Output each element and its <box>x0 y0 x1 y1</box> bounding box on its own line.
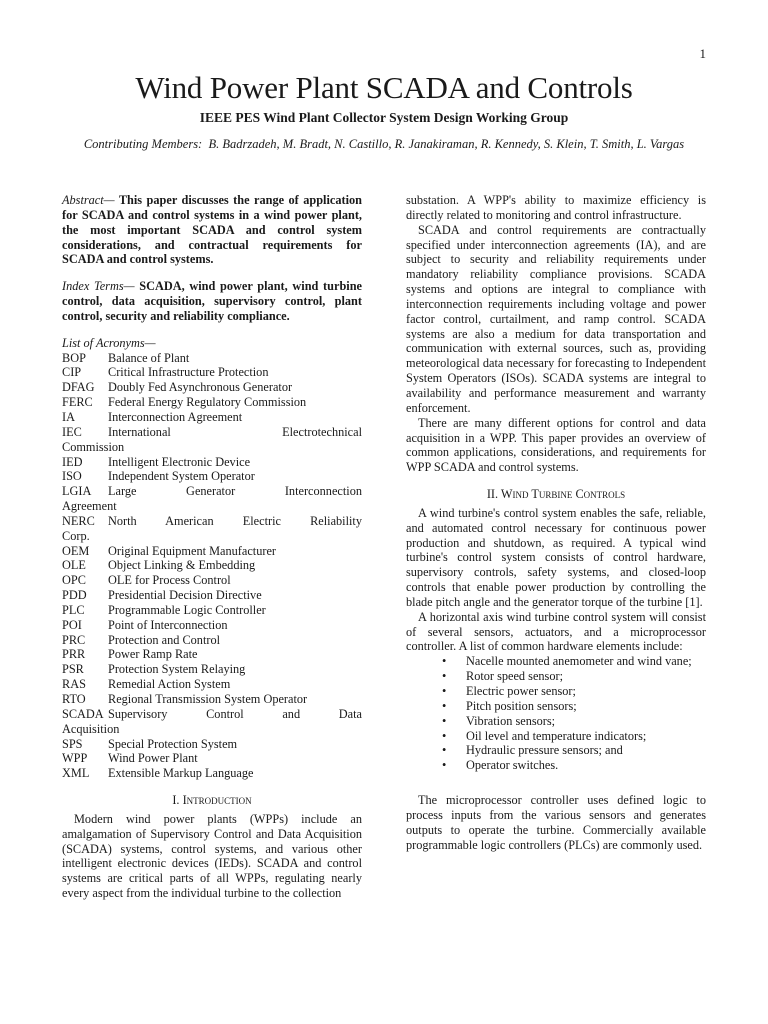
acronym-definition: North American Electric Reliability <box>108 513 362 528</box>
acronym-definition: Presidential Decision Directive <box>108 588 262 603</box>
acronym-row <box>62 544 362 559</box>
acronym-code: OPC <box>62 573 86 588</box>
acronym-row <box>62 410 362 425</box>
acronym-row <box>62 380 362 395</box>
acronym-row <box>62 425 362 440</box>
acronym-definition: Independent System Operator <box>108 469 255 484</box>
acronym-definition: Federal Energy Regulatory Commission <box>108 395 307 410</box>
working-group: IEEE PES Wind Plant Collector System Design Working Group <box>199 110 569 125</box>
acronym-code: PSR <box>62 662 84 677</box>
acronym-definition: Programmable Logic Controller <box>108 602 266 617</box>
acronym-definition: Regional Transmission System Operator <box>108 692 308 706</box>
hardware-list-item: • Vibration sensors; <box>442 714 706 729</box>
acronym-definition-continued: Acquisition <box>62 721 120 736</box>
acronym-row <box>62 692 362 707</box>
acronym-definition: Supervisory Control and Data <box>108 706 362 721</box>
index-terms-text: SCADA, wind power plant, wind turbine control, data acquisition, supervisory control, plant control, security and reliability compliance. <box>62 279 363 323</box>
acronym-definition: Extensible Markup Language <box>108 766 254 781</box>
acronym-definition: Interconnection Agreement <box>108 409 243 424</box>
page-number: 1 <box>699 46 706 61</box>
acronym-code: LGIA <box>62 484 92 499</box>
wtc-paragraph-3: The microprocessor controller uses defined logic to process inputs from the various sensors and generates outputs to operate the turbine. Commercially available programmable logic controllers (PLCs) are commonly used. <box>406 793 706 852</box>
acronym-definition: Intelligent Electronic Device <box>108 454 251 469</box>
paper-title: Wind Power Plant SCADA and Controls <box>135 70 633 105</box>
acronym-row <box>62 573 362 588</box>
acronym-row <box>62 633 362 648</box>
hardware-list-item: • Hydraulic pressure sensors; and <box>442 743 706 758</box>
acronym-row <box>62 351 362 366</box>
acronym-code: XML <box>62 766 90 781</box>
acronym-code: PLC <box>62 602 85 617</box>
acronym-row <box>62 469 362 484</box>
acronym-row <box>62 558 362 573</box>
acronym-code: WPP <box>62 751 88 766</box>
acronym-list <box>62 351 362 781</box>
acronym-definition: Large Generator Interconnection <box>108 484 362 499</box>
acronym-definition: Critical Infrastructure Protection <box>108 365 269 380</box>
members-label: Contributing Members: <box>83 137 203 151</box>
acronym-row <box>62 514 362 529</box>
wind-turbine-controls-heading: II. Wind Turbine Controls <box>486 487 626 502</box>
abstract <box>62 193 362 267</box>
left-column <box>62 193 362 901</box>
acronym-row <box>62 737 362 752</box>
acronym-code: RAS <box>62 677 86 692</box>
acronym-definition: Protection System Relaying <box>108 662 246 677</box>
acronym-code: PDD <box>62 588 87 603</box>
acronym-row <box>62 618 362 633</box>
hardware-list-item: • Electric power sensor; <box>442 684 706 699</box>
acronym-definition: Point of Interconnection <box>108 617 228 632</box>
acronym-row <box>62 455 362 470</box>
acronym-row <box>62 484 362 499</box>
acronym-definition-continued: Corp. <box>62 528 90 543</box>
members-list: B. Badrzadeh, M. Bradt, N. Castillo, R. Janakiraman, R. Kennedy, S. Klein, T. Smith, L. Vargas <box>208 137 685 151</box>
acronym-row <box>62 677 362 692</box>
acronym-row <box>62 365 362 380</box>
hardware-element-list <box>406 654 706 773</box>
acronym-definition: Power Ramp Rate <box>108 647 198 662</box>
hardware-list-item: • Operator switches. <box>442 758 706 773</box>
acronym-definition: Remedial Action System <box>108 677 231 692</box>
index-terms <box>62 279 362 324</box>
acronym-definition: International Electrotechnical <box>108 424 362 439</box>
acronym-code: OEM <box>62 543 90 558</box>
acronym-code: PRR <box>62 647 86 662</box>
acronym-definition: Doubly Fed Asynchronous Generator <box>108 380 293 395</box>
acronym-definition-continued: Commission <box>62 439 125 454</box>
acronym-code: IED <box>62 454 83 469</box>
hardware-list-item: • Rotor speed sensor; <box>442 669 706 684</box>
acronym-row <box>62 395 362 410</box>
intro-paragraph-2: SCADA and control requirements are contractually specified under interconnection agreements (IA), and are subject to security and reliability requirements under mandatory reliability compliance provisions. SCADA systems and options are integral to compliance with interconnection requirements including voltage and power factor control, curtailment, and ramp control. SCADA systems are also a medium for data transportation and communication with external sources, such as, providing meteorological data necessary for forecasting to Independent System Operators (ISOs). SCADA systems are integral to availability and performance measurement and warranty enforcement. <box>406 222 706 415</box>
right-column <box>406 193 706 852</box>
intro-paragraph-3: There are many different options for control and data acquisition in a WPP. This paper provides an overview of common applications, considerations, and requirements for WPP SCADA and control systems. <box>406 415 706 475</box>
acronym-definition: Balance of Plant <box>108 350 190 365</box>
acronym-code: DFAG <box>62 380 95 395</box>
acronym-definition: Special Protection System <box>108 736 238 751</box>
acronym-definition-continued: Agreement <box>62 499 117 514</box>
intro-paragraph-1-continued: substation. A WPP's ability to maximize efficiency is directly related to monitoring and control infrastructure. <box>406 193 706 222</box>
intro-paragraph-1: Modern wind power plants (WPPs) include an amalgamation of Supervisory Control and Data Acquisition (SCADA) systems, control systems, and various other intelligent electronic devices (IEDs). SCADA and control systems are critical parts of all WPPs, regulating nearly every aspect from the individual turbine to the collection <box>62 811 362 901</box>
acronym-code: PRC <box>62 632 86 647</box>
acronym-code: SPS <box>62 736 83 751</box>
acronym-code: SCADA <box>62 706 104 721</box>
acronym-code: OLE <box>62 558 86 573</box>
acronym-code: FERC <box>62 395 93 410</box>
wtc-paragraph-1: A wind turbine's control system enables the safe, reliable, and automated control necessary for continuous power production and shutdown, as required. A typical wind turbine's control system consists of control hardware, supervisory controls, safety systems, and closed-loop controls that enable power production by controlling the blade pitch angle and the generator torque of the turbine [1]. <box>406 505 706 609</box>
acronym-code: IA <box>62 409 75 424</box>
hardware-list-item: • Nacelle mounted anemometer and wind vane; <box>442 654 706 669</box>
hardware-list-item: • Oil level and temperature indicators; <box>442 729 706 744</box>
wtc-paragraph-2: A horizontal axis wind turbine control system will consist of several sensors, actuators, and a microprocessor controller. A list of common hardware elements include: <box>406 609 706 654</box>
acronym-row <box>62 588 362 603</box>
acronym-code: NERC <box>62 513 95 528</box>
acronym-row <box>62 662 362 677</box>
acronym-row <box>62 766 362 781</box>
acronym-definition: Protection and Control <box>108 632 221 647</box>
acronym-code: BOP <box>62 350 86 365</box>
acronym-row <box>62 707 362 722</box>
acronym-code: CIP <box>62 365 82 380</box>
acronym-code: POI <box>62 617 82 632</box>
hardware-list-item: • Pitch position sensors; <box>442 699 706 714</box>
acronym-code: IEC <box>62 424 82 439</box>
abstract-text: This paper discusses the range of application for SCADA and control systems in a wind power plant, the most important SCADA and control system considerations, and contractual requirements for SCADA and control systems. <box>62 193 362 267</box>
acronym-row <box>62 751 362 766</box>
abstract-label: Abstract— <box>62 193 115 207</box>
acronym-definition: OLE for Process Control <box>108 573 231 588</box>
acronym-definition: Original Equipment Manufacturer <box>108 543 277 558</box>
acronym-definition: Object Linking & Embedding <box>108 558 256 573</box>
acronym-code: ISO <box>62 469 82 484</box>
acronym-row <box>62 603 362 618</box>
acronym-definition: Wind Power Plant <box>108 751 198 766</box>
acronym-row <box>62 647 362 662</box>
acronyms-heading: List of Acronyms— <box>62 335 156 350</box>
introduction-heading: I. Introduction <box>172 793 252 808</box>
index-terms-label: Index Terms— <box>62 279 135 294</box>
contributing-members <box>0 137 768 152</box>
acronym-code: RTO <box>62 692 86 706</box>
